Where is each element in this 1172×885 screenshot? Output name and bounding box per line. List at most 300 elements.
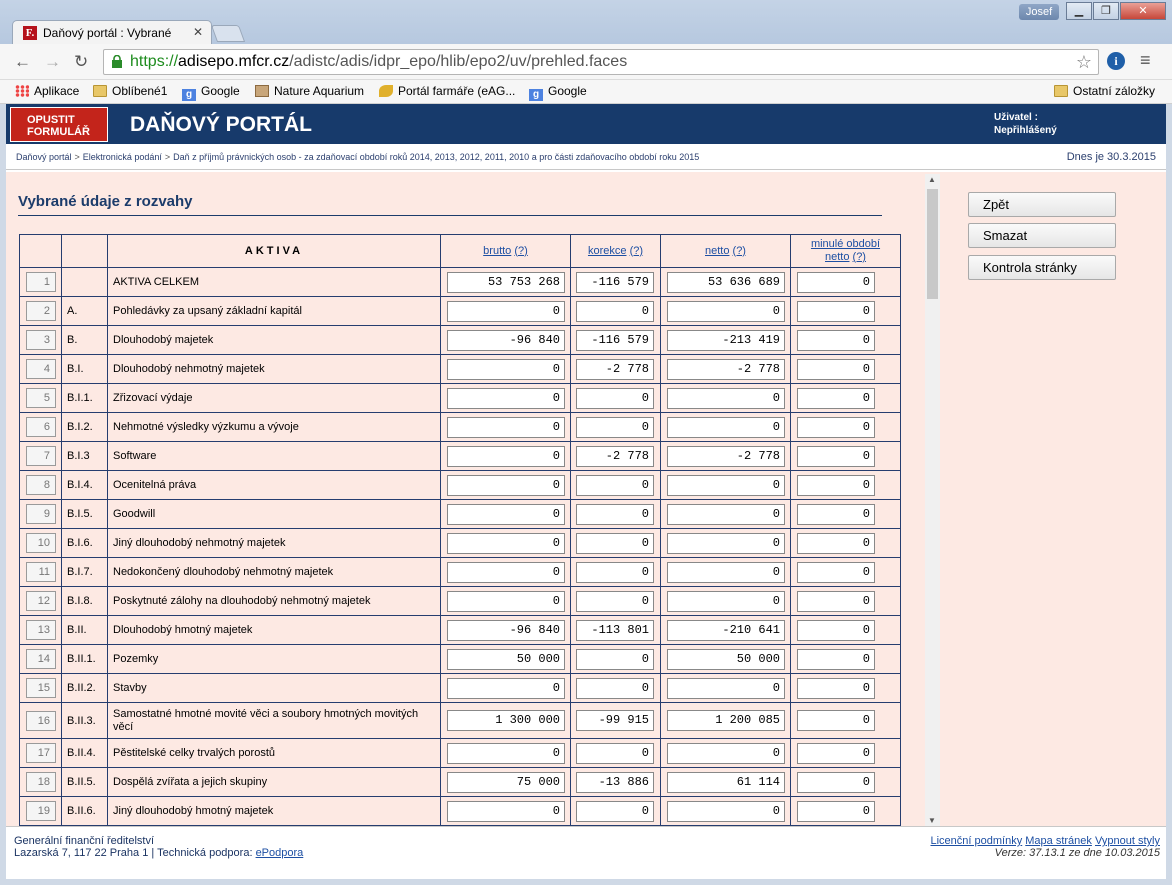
netto-input[interactable]: 0 [667,678,785,699]
minule-input[interactable]: 0 [797,533,875,554]
korekce-input[interactable]: 0 [576,301,654,322]
minule-cell [791,674,901,703]
row-label: Dospělá zvířata a jejich skupiny [108,768,441,797]
row-label: Dlouhodobý hmotný majetek [108,616,441,645]
row-number: 14 [26,649,56,669]
brutto-input[interactable]: 0 [447,743,565,764]
minule-input[interactable]: 0 [797,475,875,496]
google-icon: g [182,89,196,101]
korekce-input[interactable]: 0 [576,743,654,764]
row-label: Pozemky [108,645,441,674]
info-extension-icon[interactable]: i [1107,52,1125,70]
minule-input[interactable]: 0 [797,301,875,322]
table-row [20,442,901,471]
browser-tab[interactable] [12,20,212,46]
brutto-input[interactable]: 0 [447,388,565,409]
korekce-input[interactable]: 0 [576,801,654,822]
korekce-input[interactable]: -116 579 [576,330,654,351]
netto-cell [661,500,791,529]
minule-cell [791,587,901,616]
netto-cell [661,739,791,768]
netto-input[interactable]: 53 636 689 [667,272,785,293]
brutto-cell [441,645,571,674]
netto-input[interactable]: 0 [667,301,785,322]
row-number-cell [20,355,62,384]
minule-cell [791,268,901,297]
brutto-link[interactable]: brutto [483,244,512,257]
browser-titlebar [0,0,1172,44]
brutto-input[interactable]: 0 [447,678,565,699]
vertical-scrollbar[interactable] [925,174,940,826]
brutto-cell [441,413,571,442]
minule-netto-link[interactable]: netto [825,251,850,263]
table-row [20,500,901,529]
disable-styles-link[interactable]: Vypnout styly [1094,835,1160,847]
row-code: B.II.4. [62,739,108,768]
minule-input[interactable]: 0 [797,710,875,731]
korekce-input[interactable]: -2 778 [576,446,654,467]
netto-link[interactable]: netto [705,244,730,257]
row-number-cell [20,384,62,413]
header-netto [661,235,791,268]
minule-cell [791,558,901,587]
row-label: Nedokončený dlouhodobý nehmotný majetek [108,558,441,587]
brutto-cell [441,797,571,826]
apps-grid-icon [15,85,29,97]
row-code: B.I.2. [62,413,108,442]
header-aktiva: AKTIVA [108,235,441,268]
url-path: /adistc/adis/idpr_epo/hlib/epo2/uv/prehled.faces [289,53,628,70]
row-label: Dlouhodobý nehmotný majetek [108,355,441,384]
brutto-input[interactable]: 0 [447,301,565,322]
row-label: Software [108,442,441,471]
netto-input[interactable]: -213 419 [667,330,785,351]
row-code: B.I.8. [62,587,108,616]
bookmark-star-icon[interactable]: ☆ [1075,52,1092,72]
row-number-cell [20,558,62,587]
netto-input[interactable]: 0 [667,743,785,764]
brutto-cell [441,297,571,326]
brutto-cell [441,703,571,739]
row-number-cell [20,768,62,797]
row-label: Samostatné hmotné movité věci a soubory hmotných movitých věcí [108,703,441,739]
minule-cell [791,768,901,797]
minule-obdobi-link[interactable]: minulé období [810,238,881,250]
minule-cell [791,413,901,442]
back-arrow-icon[interactable]: ← [14,52,31,71]
korekce-cell [571,500,661,529]
bookmark-apps[interactable]: Aplikace [15,84,79,98]
sitemap-link[interactable]: Mapa stránek [1025,835,1092,847]
korekce-cell [571,297,661,326]
netto-input[interactable]: 0 [667,591,785,612]
minule-input[interactable]: 0 [797,330,875,351]
brutto-help-link[interactable]: (?) [514,244,528,257]
netto-cell [661,674,791,703]
netto-help-link[interactable]: (?) [732,244,746,257]
netto-cell [661,326,791,355]
row-label: Poskytnuté zálohy na dlouhodobý nehmotný majetek [108,587,441,616]
row-number: 6 [26,417,56,437]
brutto-cell [441,500,571,529]
netto-input[interactable]: 0 [667,475,785,496]
row-number: 9 [26,504,56,524]
form-scroll-area[interactable] [6,172,940,826]
minule-input[interactable]: 0 [797,504,875,525]
table-row [20,587,901,616]
minule-input[interactable]: 0 [797,620,875,641]
brutto-input[interactable]: 0 [447,475,565,496]
korekce-link[interactable]: korekce [587,244,627,257]
minule-cell [791,703,901,739]
row-number-cell [20,703,62,739]
check-page-button[interactable]: Kontrola stránky [968,255,1116,280]
new-tab-button[interactable] [211,25,245,42]
row-code: B.II. [62,616,108,645]
korekce-input[interactable]: 0 [576,678,654,699]
version-info: Verze: 37.13.1 ze dne 10.03.2015 [994,847,1160,859]
current-date: Dnes je 30.3.2015 [1066,151,1156,163]
header-minule-obdobi [791,235,901,268]
minimize-icon[interactable]: ▁ [1066,2,1092,20]
row-code: B.I.3 [62,442,108,471]
row-label: Ocenitelná práva [108,471,441,500]
korekce-cell [571,558,661,587]
row-code: B.I.4. [62,471,108,500]
row-number: 1 [26,272,56,292]
brutto-cell [441,384,571,413]
table-row [20,558,901,587]
korekce-input[interactable]: 0 [576,504,654,525]
netto-cell [661,529,791,558]
minule-cell [791,616,901,645]
minule-cell [791,384,901,413]
address-bar[interactable] [103,49,1099,75]
netto-input[interactable]: -2 778 [667,359,785,380]
scrollbar-thumb[interactable] [927,189,938,299]
korekce-input[interactable]: -2 778 [576,359,654,380]
bookmark-folder-oblibene[interactable]: Oblíbené1 [93,84,167,98]
netto-input[interactable]: 0 [667,417,785,438]
row-number: 4 [26,359,56,379]
minule-input[interactable]: 0 [797,743,875,764]
lock-icon [111,55,123,68]
brutto-input[interactable]: 0 [447,417,565,438]
korekce-cell [571,645,661,674]
breadcrumb-item[interactable]: Daňový portál [16,152,72,162]
browser-menu-icon[interactable]: ≡ [1140,50,1151,70]
clear-button[interactable]: Smazat [968,223,1116,248]
brutto-input[interactable]: 0 [447,359,565,380]
netto-cell [661,268,791,297]
korekce-input[interactable]: -113 801 [576,620,654,641]
korekce-input[interactable]: 0 [576,475,654,496]
netto-input[interactable]: -210 641 [667,620,785,641]
brutto-cell [441,768,571,797]
portal-header [6,104,1166,144]
row-number-cell [20,645,62,674]
table-row [20,471,901,500]
table-row [20,616,901,645]
row-number: 12 [26,591,56,611]
netto-cell [661,442,791,471]
korekce-cell [571,616,661,645]
scroll-down-icon[interactable]: ▼ [928,816,936,825]
tab-title: Daňový portál : Vybrané [43,26,172,40]
brutto-cell [441,558,571,587]
row-code: B.II.1. [62,645,108,674]
main-content [6,172,1166,826]
bookmark-nature-aquarium[interactable]: Nature Aquarium [255,84,364,98]
korekce-input[interactable]: 0 [576,388,654,409]
row-label: Stavby [108,674,441,703]
row-code: B.II.5. [62,768,108,797]
row-number-cell [20,739,62,768]
row-code: B.II.3. [62,703,108,739]
row-number: 11 [26,562,56,582]
netto-cell [661,558,791,587]
row-number: 5 [26,388,56,408]
minule-cell [791,739,901,768]
brutto-input[interactable]: 0 [447,562,565,583]
row-number-cell [20,529,62,558]
minule-input[interactable]: 0 [797,772,875,793]
license-link[interactable]: Licenční podmínky [930,835,1023,847]
row-number-cell [20,797,62,826]
row-number-cell [20,587,62,616]
minule-cell [791,797,901,826]
netto-input[interactable]: 0 [667,533,785,554]
row-code: B.I. [62,355,108,384]
header-korekce [571,235,661,268]
url-scheme: https:// [130,53,179,70]
korekce-cell [571,384,661,413]
korekce-input[interactable]: -116 579 [576,272,654,293]
netto-input[interactable]: 61 114 [667,772,785,793]
portal-title: DAŇOVÝ PORTÁL [130,113,313,136]
browser-toolbar [0,44,1172,80]
brutto-cell [441,616,571,645]
bookmark-google-2[interactable]: g Google [529,84,587,101]
netto-input[interactable]: 1 200 085 [667,710,785,731]
minule-cell [791,471,901,500]
brutto-input[interactable]: 1 300 000 [447,710,565,731]
netto-input[interactable]: 0 [667,562,785,583]
table-row [20,268,901,297]
header-row-number [20,235,62,268]
row-number-cell [20,268,62,297]
row-number: 2 [26,301,56,321]
brutto-input[interactable]: 50 000 [447,649,565,670]
leaf-icon [379,85,393,97]
netto-cell [661,587,791,616]
row-label: Jiný dlouhodobý hmotný majetek [108,797,441,826]
korekce-input[interactable]: 0 [576,562,654,583]
row-code: B.I.6. [62,529,108,558]
row-label: Jiný dlouhodobý nehmotný majetek [108,529,441,558]
netto-cell [661,355,791,384]
user-info: Uživatel : Nepřihlášený [994,112,1057,136]
exit-form-button[interactable]: OPUSTIT FORMULÁŘ [10,107,108,142]
bookmark-other[interactable]: Ostatní záložky [1054,84,1155,98]
korekce-cell [571,529,661,558]
korekce-help-link[interactable]: (?) [629,244,644,257]
row-number-cell [20,616,62,645]
netto-input[interactable]: 0 [667,504,785,525]
row-code: B.II.2. [62,674,108,703]
row-label: Goodwill [108,500,441,529]
reload-icon[interactable]: ↻ [74,52,89,71]
korekce-cell [571,768,661,797]
row-number-cell [20,471,62,500]
row-number-cell [20,413,62,442]
row-label: Dlouhodobý majetek [108,326,441,355]
table-row [20,768,901,797]
minule-input[interactable]: 0 [797,591,875,612]
book-icon [255,85,269,97]
row-number-cell [20,442,62,471]
back-button[interactable]: Zpět [968,192,1116,217]
minule-cell [791,355,901,384]
section-title: Vybrané údaje z rozvahy [18,193,882,216]
korekce-input[interactable]: 0 [576,649,654,670]
header-code [62,235,108,268]
netto-cell [661,471,791,500]
netto-cell [661,297,791,326]
brutto-cell [441,355,571,384]
minule-cell [791,529,901,558]
korekce-cell [571,442,661,471]
bookmark-google[interactable]: g Google [182,84,240,101]
minule-input[interactable]: 0 [797,446,875,467]
netto-input[interactable]: 50 000 [667,649,785,670]
row-number: 13 [26,620,56,640]
breadcrumb: Daňový portál > Elektronická podání > Daň z příjmů právnických osob - za zdaňovací období roků 2014, 2013, 2012, 2011, 2010 a pro části zdaňovacího období roku 2015 Dnes je 30.3.2015 [6,144,1166,170]
brutto-cell [441,442,571,471]
row-label: Zřizovací výdaje [108,384,441,413]
minule-input[interactable]: 0 [797,417,875,438]
netto-input[interactable]: 0 [667,801,785,822]
brutto-cell [441,674,571,703]
row-label: Pěstitelské celky trvalých porostů [108,739,441,768]
profile-badge[interactable]: Josef [1019,4,1059,20]
brutto-input[interactable]: 0 [447,504,565,525]
row-number: 7 [26,446,56,466]
row-label: AKTIVA CELKEM [108,268,441,297]
footer-org: Generální finanční ředitelství [14,835,155,847]
netto-cell [661,413,791,442]
row-number: 16 [26,711,56,731]
table-row [20,297,901,326]
forward-arrow-icon[interactable]: → [44,52,61,71]
brutto-input[interactable]: 0 [447,801,565,822]
row-label: Pohledávky za upsaný základní kapitál [108,297,441,326]
row-number-cell [20,297,62,326]
row-number: 8 [26,475,56,495]
row-code: B.I.5. [62,500,108,529]
table-row [20,739,901,768]
brutto-cell [441,326,571,355]
minule-cell [791,326,901,355]
korekce-cell [571,674,661,703]
korekce-cell [571,268,661,297]
scroll-up-icon[interactable]: ▲ [928,175,936,184]
brutto-cell [441,268,571,297]
folder-icon [1054,85,1068,97]
netto-input[interactable]: 0 [667,388,785,409]
row-label: Nehmotné výsledky výzkumu a vývoje [108,413,441,442]
minule-cell [791,442,901,471]
table-row [20,797,901,826]
tab-close-icon[interactable]: ✕ [192,25,203,39]
korekce-cell [571,355,661,384]
brutto-cell [441,471,571,500]
minule-input[interactable]: 0 [797,801,875,822]
support-link[interactable]: ePodpora [255,847,304,859]
netto-cell [661,616,791,645]
korekce-cell [571,326,661,355]
row-number-cell [20,500,62,529]
minule-input[interactable]: 0 [797,359,875,380]
table-row [20,703,901,739]
netto-input[interactable]: -2 778 [667,446,785,467]
korekce-cell [571,797,661,826]
table-row [20,645,901,674]
minule-cell [791,500,901,529]
table-row [20,529,901,558]
brutto-cell [441,739,571,768]
table-row [20,384,901,413]
url-host: adisepo.mfcr.cz [178,53,290,70]
korekce-cell [571,739,661,768]
netto-cell [661,797,791,826]
minule-input[interactable]: 0 [797,678,875,699]
brutto-input[interactable]: 0 [447,591,565,612]
breadcrumb-item[interactable]: Elektronická podání [82,152,162,162]
maximize-icon[interactable]: ❐ [1093,2,1119,20]
row-code: A. [62,297,108,326]
korekce-cell [571,471,661,500]
brutto-input[interactable]: 0 [447,446,565,467]
brutto-input[interactable]: 75 000 [447,772,565,793]
minule-cell [791,645,901,674]
brutto-input[interactable]: -96 840 [447,620,565,641]
web-page [6,104,1166,879]
footer-address: Lazarská 7, 117 22 Praha 1 | Technická podpora: [14,847,256,859]
netto-cell [661,645,791,674]
window-close-icon[interactable]: ✕ [1120,2,1166,20]
minule-input[interactable]: 0 [797,272,875,293]
row-number: 19 [26,801,56,821]
brutto-input[interactable]: -96 840 [447,330,565,351]
minule-input[interactable]: 0 [797,562,875,583]
bookmark-portal-farmare[interactable]: Portál farmáře (eAG... [379,84,515,98]
brutto-input[interactable]: 53 753 268 [447,272,565,293]
korekce-input[interactable]: -13 886 [576,772,654,793]
korekce-input[interactable]: -99 915 [576,710,654,731]
minule-help-link[interactable]: (?) [852,251,866,263]
brutto-input[interactable]: 0 [447,533,565,554]
folder-icon [93,85,107,97]
minule-input[interactable]: 0 [797,649,875,670]
korekce-input[interactable]: 0 [576,533,654,554]
korekce-input[interactable]: 0 [576,417,654,438]
row-code: B. [62,326,108,355]
korekce-input[interactable]: 0 [576,591,654,612]
minule-input[interactable]: 0 [797,388,875,409]
korekce-cell [571,587,661,616]
netto-cell [661,703,791,739]
